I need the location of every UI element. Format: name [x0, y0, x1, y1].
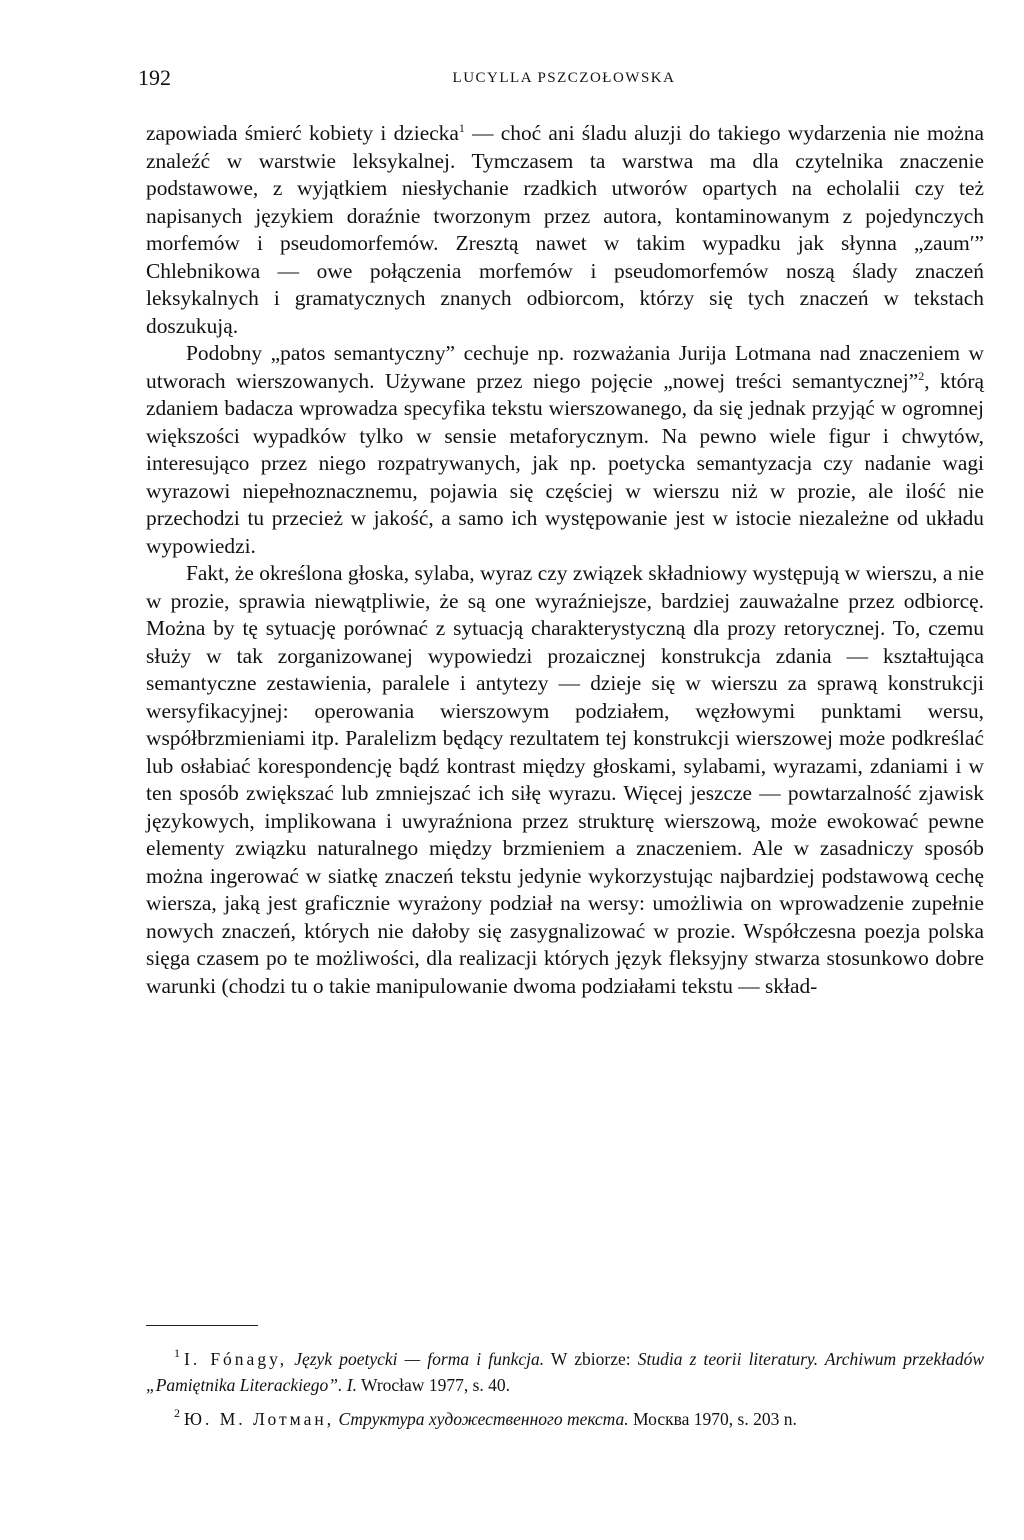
- paragraph-2-text-b: , którą zdaniem badacza wprowadza specyfika tekstu wierszowanego, da się jednak przyjąć w ogromnej większości wypadków tylko w sensie metaforycznym. Na pewno wiele figur i chwytów, interesująco przez niego rozpatrywanych, jak np. poetycka semantyzacja czy nadanie wagi wyrazowi niepełnoznacznemu, pojawia się częściej w wierszu niż w prozie, ale ilość nie przechodzi tu przecież w jakość, a samo ich występowanie jest w istocie niezależne od układu wypowiedzi.: [146, 368, 984, 558]
- paragraph-1-text-a: zapowiada śmierć kobiety i dziecka: [146, 121, 459, 145]
- paragraph-3: Fakt, że określona głoska, sylaba, wyraz czy związek składniowy występują w wierszu, a nie w prozie, sprawia niewątpliwie, że są one wyraźniejsze, bardziej zauważalne przez odbiorcę. Można by tę sytuację porównać z sytuacją charakterystyczną dla prozy retorycznej. To, czemu służy w tak zorganizowanej wypowiedzi prozaicznej konstrukcja zdania — kształtująca semantyczne zestawienia, paralele i antytezy — dzieje się w wierszu za sprawą konstrukcji wersyfikacyjnej: operowania wierszowym podziałem, węzłowymi punktami wersu, współbrzmieniami itp. Paralelizm będący rezultatem tej konstrukcji wierszowej może podkreślać lub osłabiać korespondencję bądź kontrast między głoskami, sylabami, wyrazami, zdaniami i w ten sposób zwiększać lub zmniejszać ich siłę wyrazu. Więcej jeszcze — powtarzalność zjawisk językowych, implikowana i uwyraźniona przez strukturę wierszową, może ewokować pewne elementy związku naturalnego między brzmieniem a znaczeniem. Ale w zasadniczy sposób można ingerować w siatkę znaczeń tekstu jedynie wykorzystując najbardziej podstawową cechę wiersza, jaką jest graficznie wyrażony podział na wersy: umożliwia on wprowadzenie zupełnie nowych znaczeń, których nie dałoby się zasygnalizować w prozie. Współczesna poezja polska sięga czasem po te możliwości, dla realizacji których język fleksyjny stwarza stosunkowo dobre warunki (chodzi tu o takie manipulowanie dwoma podziałami tekstu — skład-: [146, 561, 984, 998]
- footnote-1-marker: 1: [174, 1346, 180, 1360]
- paragraph-1: [146, 120, 984, 340]
- footnote-separator: [146, 1325, 258, 1326]
- footnote-1-title: Język poetycki — forma i funkcja.: [294, 1349, 545, 1369]
- footnote-ref-2: 2: [918, 368, 925, 383]
- footnote-1-series: Studia z teorii literatury. Archiwum przekładów „Pamiętnika Literackiego”. I.: [146, 1349, 984, 1395]
- footnote-1-author: I. Fónagy,: [184, 1349, 288, 1369]
- body-text: [146, 120, 984, 1000]
- footnote-2-marker: 2: [174, 1406, 180, 1420]
- footnote-ref-1: 1: [458, 121, 465, 135]
- footnote-2-title: Структура художественного текста.: [338, 1409, 629, 1429]
- footnote-2-author: Ю. М. Лотман,: [184, 1409, 335, 1429]
- paragraph-1-text-b: — choć ani śladu aluzji do takiego wydarzenia nie można znaleźć w warstwie leksykalnej. Tymczasem ta warstwa ma dla czytelnika znaczenie podstawowe, z wyjątkiem niesłychanie rzadkich utworów opartych na echolalii czy też napisanych językiem doraźnie tworzonym przez autora, kontaminowanym z pojedynczych morfemów i pseudomorfemów. Zresztą nawet w takim wypadku jak słynna „zaum′” Chlebnikowa — owe połączenia morfemów i pseudomorfemów noszą ślady znaczeń leksykalnych i gramatycznych znanych odbiorcom, którzy się tych znaczeń w tekstach doszukują.: [146, 121, 984, 338]
- page-number: 192: [138, 65, 171, 90]
- running-head: [138, 66, 990, 90]
- running-title: LUCYLLA PSZCZOŁOWSKA: [452, 70, 676, 86]
- footnotes: [146, 1346, 984, 1432]
- footnote-2-tail: Москва 1970, s. 203 n.: [628, 1409, 797, 1429]
- paragraph-2-text-a: Podobny „patos semantyczny” cechuje np. rozważania Jurija Lotmana nad znaczeniem w utworach wierszowanych. Używane przez niego pojęcie „nowej treści semantycznej”: [146, 341, 984, 393]
- footnote-1-middle: W zbiorze:: [544, 1349, 638, 1369]
- footnote-1: [146, 1346, 984, 1398]
- footnote-2: [146, 1406, 984, 1432]
- footnote-1-tail: Wrocław 1977, s. 40.: [356, 1375, 511, 1395]
- paragraph-2: [146, 340, 984, 560]
